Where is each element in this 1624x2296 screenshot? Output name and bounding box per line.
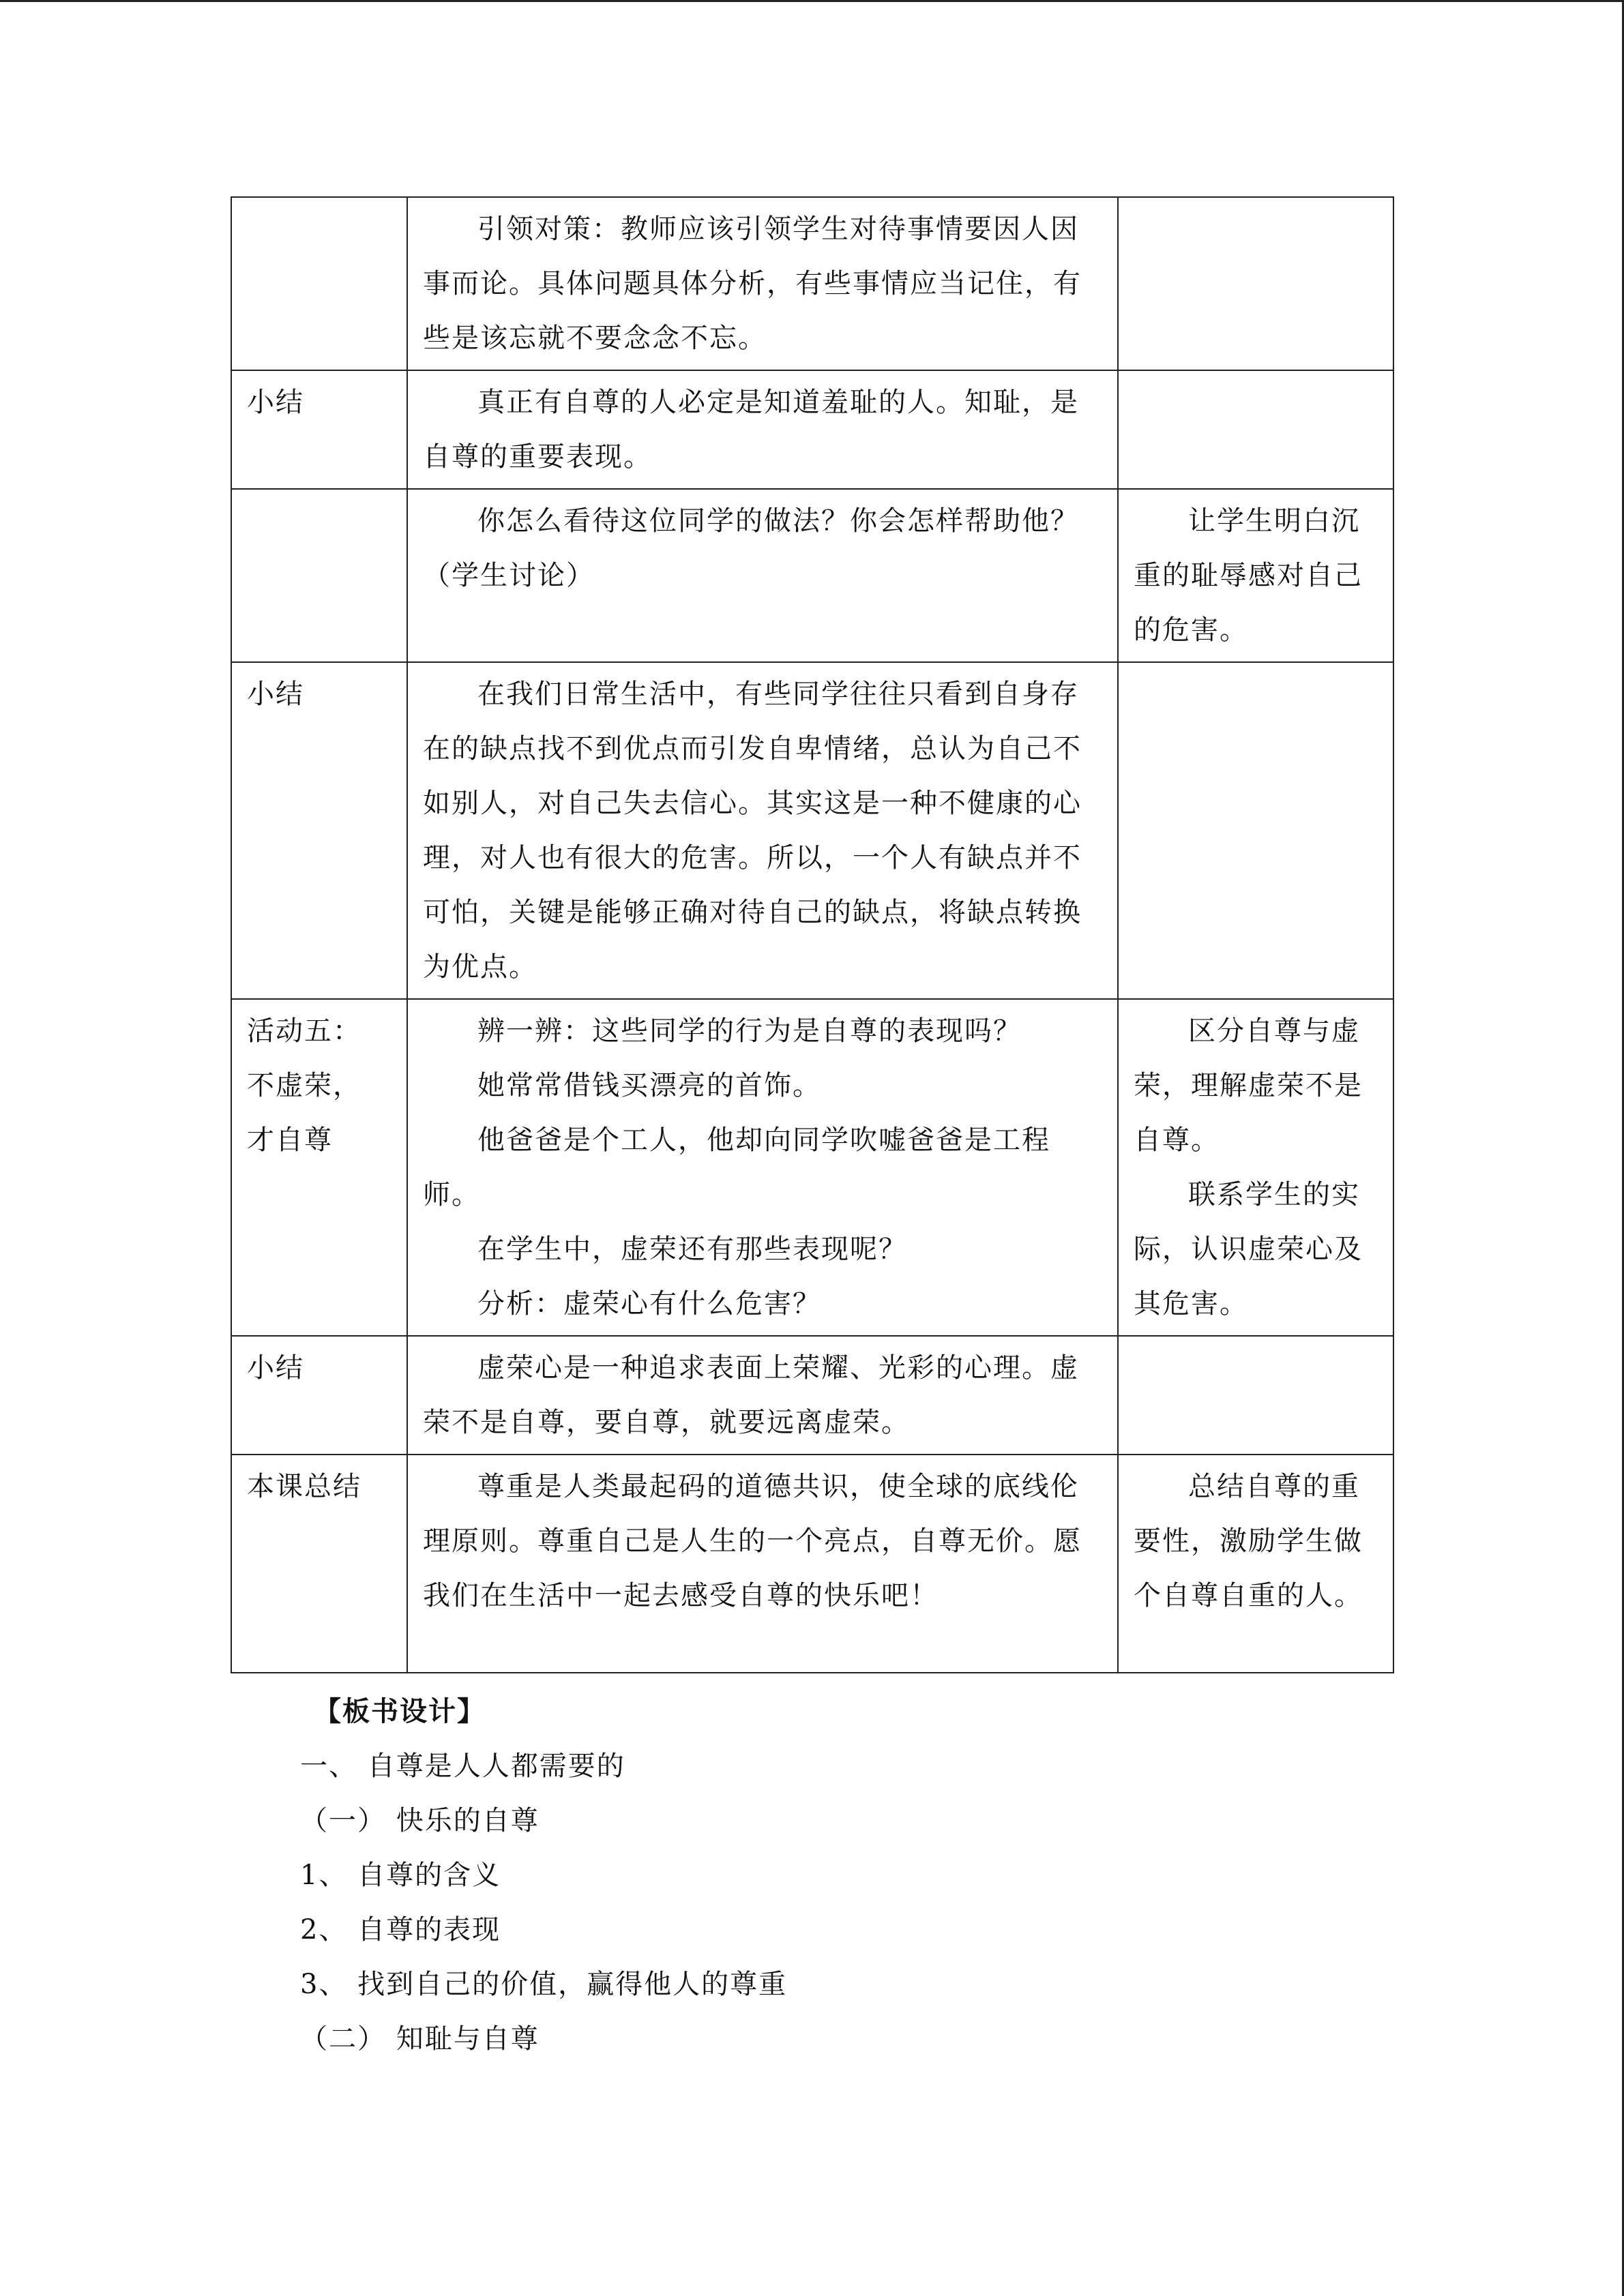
- row-label-cell: [231, 999, 407, 1336]
- row-purpose-cell: [1118, 662, 1393, 999]
- content-paragraph: 你怎么看待这位同学的做法？你会怎样帮助他？: [477, 505, 1079, 537]
- row-label-cell: [231, 197, 407, 370]
- table-row: [231, 370, 1393, 489]
- content-paragraph: 尊重是人类最起码的道德共识，使全球的底线伦理原则。尊重自己是人生的一个亮点，自尊无价。愿我们在生活中一起去感受自尊的快乐吧！: [423, 1471, 1082, 1611]
- row-content-cell: [407, 370, 1118, 489]
- board-item: （二） 知耻与自尊: [300, 2023, 540, 2055]
- table-row: [231, 489, 1393, 662]
- row-label-cell: [231, 489, 407, 662]
- page-top-border: [0, 0, 1624, 2]
- row-purpose-cell: [1118, 197, 1393, 370]
- row-label: 才自尊: [247, 1124, 333, 1156]
- content-paragraph: 她常常借钱买漂亮的首饰。: [477, 1070, 821, 1101]
- content-paragraph: 虚荣心是一种追求表面上荣耀、光彩的心理。虚荣不是自尊，要自尊，就要远离虚荣。: [423, 1352, 1079, 1438]
- row-purpose-cell: [1118, 370, 1393, 489]
- row-purpose-cell: [1118, 999, 1393, 1336]
- table-row: [231, 1336, 1393, 1455]
- purpose-paragraph: 让学生明白沉重的耻辱感对自己的危害。: [1134, 505, 1363, 646]
- row-content-cell: [407, 489, 1118, 662]
- table-row: [231, 999, 1393, 1336]
- row-label: 小结: [247, 387, 304, 418]
- board-item: 1、 自尊的含义: [300, 1860, 501, 1891]
- table-row: [231, 1455, 1393, 1673]
- row-content-cell: [407, 197, 1118, 370]
- board-item: 2、 自尊的表现: [300, 1914, 501, 1945]
- board-design-heading: 【板书设计】: [314, 1695, 486, 1727]
- content-paragraph: 辨一辨：这些同学的行为是自尊的表现吗？: [477, 1015, 1022, 1047]
- board-item: （一） 快乐的自尊: [300, 1805, 540, 1836]
- row-label-cell: [231, 370, 407, 489]
- content-paragraph: （学生讨论）: [423, 560, 595, 591]
- row-label-cell: [231, 1336, 407, 1455]
- board-design-section: [300, 1684, 787, 2066]
- content-paragraph: 他爸爸是个工人，他却向同学吹嘘爸爸是工程师。: [423, 1124, 1050, 1210]
- row-label-cell: [231, 1455, 407, 1673]
- board-item: 3、 找到自己的价值，赢得他人的尊重: [300, 1969, 788, 2000]
- purpose-paragraph: 总结自尊的重要性，激励学生做个自尊自重的人。: [1134, 1471, 1363, 1611]
- content-paragraph: 分析：虚荣心有什么危害？: [477, 1288, 821, 1320]
- row-purpose-cell: [1118, 1336, 1393, 1455]
- lesson-plan-table: [231, 196, 1394, 1673]
- purpose-paragraph: 区分自尊与虚荣，理解虚荣不是自尊。: [1134, 1015, 1363, 1156]
- row-purpose-cell: [1118, 489, 1393, 662]
- row-content-cell: [407, 1455, 1118, 1673]
- row-label: 本课总结: [247, 1471, 361, 1502]
- row-label: 小结: [247, 679, 304, 710]
- board-item: 一、 自尊是人人都需要的: [300, 1750, 625, 1782]
- content-paragraph: 真正有自尊的人必定是知道羞耻的人。知耻，是自尊的重要表现。: [423, 387, 1079, 473]
- row-label: 小结: [247, 1352, 304, 1384]
- content-paragraph: 引领对策：教师应该引领学生对待事情要因人因事而论。具体问题具体分析，有些事情应当记住，有些是该忘就不要念念不忘。: [423, 213, 1082, 354]
- row-content-cell: [407, 662, 1118, 999]
- row-content-cell: [407, 999, 1118, 1336]
- row-content-cell: [407, 1336, 1118, 1455]
- table-row: [231, 662, 1393, 999]
- row-label: 不虚荣，: [247, 1070, 361, 1101]
- content-paragraph: 在学生中，虚荣还有那些表现呢？: [477, 1234, 907, 1265]
- content-paragraph: 在我们日常生活中，有些同学往往只看到自身存在的缺点找不到优点而引发自卑情绪，总认为自己不如别人，对自己失去信心。其实这是一种不健康的心理，对人也有很大的危害。所以，一个人有缺点并不可怕，关键是能够正确对待自己的缺点，将缺点转换为优点。: [423, 679, 1082, 983]
- row-label: 活动五：: [247, 1015, 361, 1047]
- row-label-cell: [231, 662, 407, 999]
- purpose-paragraph: 联系学生的实际，认识虚荣心及其危害。: [1134, 1179, 1363, 1320]
- table-row: [231, 197, 1393, 370]
- row-purpose-cell: [1118, 1455, 1393, 1673]
